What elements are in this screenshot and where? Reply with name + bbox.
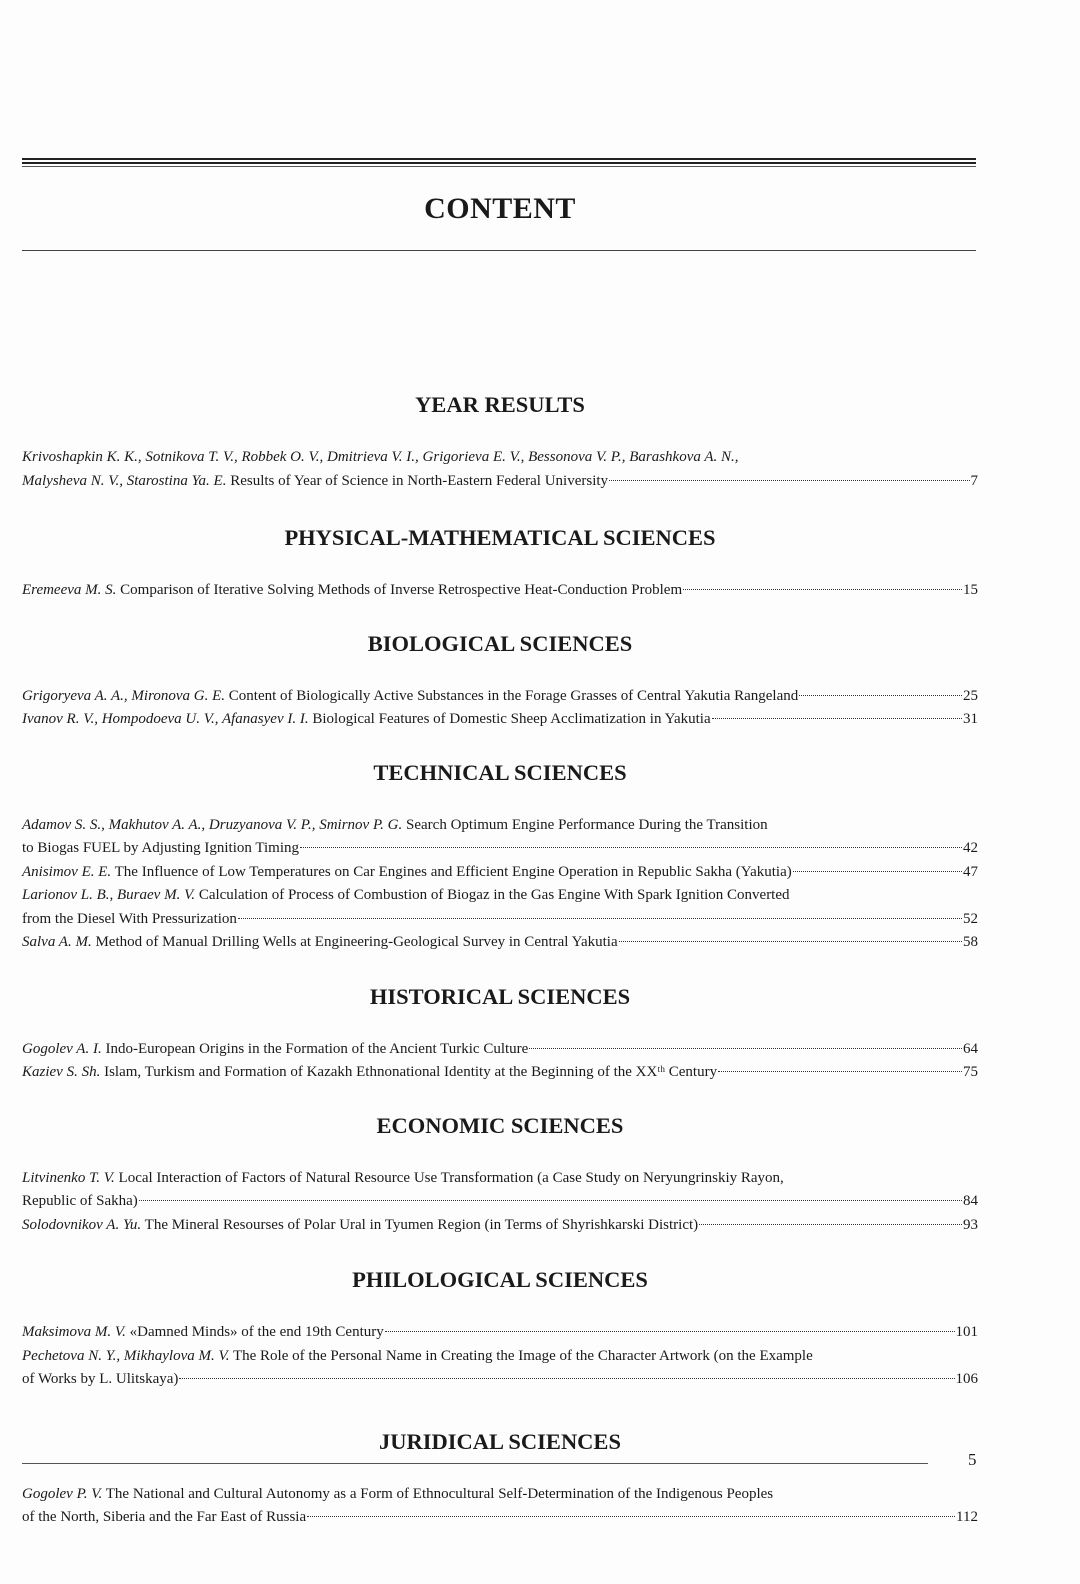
- section-heading: HISTORICAL SCIENCES: [369, 983, 631, 1009]
- header-rule: [22, 166, 976, 167]
- entry-title: Indo-European Origins in the Formation of the Ancient Turkic Culture: [105, 1040, 529, 1057]
- dot-leader: [712, 718, 962, 719]
- section-entries: [22, 1038, 978, 1085]
- dot-leader: [300, 847, 962, 848]
- section-entries: [22, 685, 978, 732]
- entry-text: [22, 1368, 178, 1392]
- toc-entry[interactable]: [22, 884, 978, 931]
- entry-first-line: [22, 814, 978, 838]
- toc-entry[interactable]: [22, 1038, 978, 1062]
- entry-last-line: [22, 1321, 978, 1345]
- entry-title: The Mineral Resourses of Polar Ural in Tyumen Region (in Terms of Shyrishkarski District): [144, 1216, 699, 1233]
- entry-last-line: [22, 470, 978, 494]
- entry-page-number: 25: [963, 687, 978, 704]
- section-entries: [22, 1483, 978, 1530]
- toc-entry[interactable]: [22, 1167, 978, 1214]
- entry-authors: Maksimova M. V.: [22, 1324, 126, 1340]
- entry-last-line: [22, 837, 978, 861]
- entry-title-continued: of Works by L. Ulitskaya): [22, 1371, 179, 1387]
- toc-entry[interactable]: [22, 1483, 978, 1530]
- entry-last-line: [22, 1506, 978, 1530]
- entry-title: The Influence of Low Temperatures on Car Engines and Efficient Engine Operation in Republic Sakha (Yakutia): [114, 863, 792, 880]
- toc-entry[interactable]: [22, 1214, 978, 1238]
- entry-text: [22, 1506, 306, 1530]
- dot-leader: [718, 1071, 962, 1072]
- section-entries: [22, 446, 978, 493]
- entry-text: [22, 908, 237, 932]
- entry-page-number: 75: [963, 1064, 978, 1080]
- dot-leader: [609, 480, 969, 481]
- entry-last-line: [22, 1190, 978, 1214]
- dot-leader: [385, 1331, 955, 1332]
- entry-text: [22, 579, 682, 603]
- entry-page-number: 31: [963, 711, 978, 727]
- section-entries: [22, 1321, 978, 1392]
- entry-title-continued: Republic of Sakha): [22, 1193, 138, 1209]
- dot-leader: [139, 1200, 962, 1201]
- entry-page-number: 106: [955, 1371, 978, 1387]
- section-heading: JURIDICAL SCIENCES: [379, 1428, 621, 1454]
- section-entries: [22, 1167, 978, 1238]
- dot-leader: [179, 1378, 954, 1379]
- entry-authors: Solodovnikov A. Yu.: [22, 1216, 142, 1233]
- entry-page-number: 7: [970, 472, 978, 489]
- entry-text: [22, 1061, 717, 1085]
- toc-entry[interactable]: [22, 446, 978, 493]
- entry-last-line: [22, 861, 978, 885]
- entry-authors: Grigoryeva A. A., Mironova G. E.: [22, 687, 226, 704]
- entry-title: «Damned Minds» of the end 19th Century: [129, 1324, 384, 1340]
- entry-page-number: 101: [955, 1324, 978, 1340]
- entry-title: Calculation of Process of Combustion of Biogaz in the Gas Engine With Spark Ignition Converted: [198, 887, 790, 903]
- entry-last-line: [22, 1368, 978, 1392]
- toc-entry[interactable]: [22, 814, 978, 861]
- entry-title-continued: from the Diesel With Pressurization: [22, 910, 237, 927]
- entry-authors: Salva A. M.: [22, 934, 92, 950]
- entry-text: [22, 1190, 138, 1214]
- entry-authors: Anisimov E. E.: [22, 863, 112, 880]
- entry-title: Comparison of Iterative Solving Methods of Inverse Retrospective Heat-Conduction Problem: [120, 582, 683, 598]
- entry-first-line: [22, 1167, 978, 1191]
- toc-entry[interactable]: [22, 579, 978, 603]
- entry-first-line: [22, 884, 978, 908]
- entry-title: The National and Cultural Autonomy as a Form of Ethnocultural Self-Determination of the Indigenous Peoples: [105, 1485, 774, 1502]
- entry-first-line: [22, 1483, 978, 1507]
- entry-page-number: 42: [963, 840, 978, 856]
- toc-entry[interactable]: [22, 1321, 978, 1345]
- entry-last-line: [22, 579, 978, 603]
- entry-title: Local Interaction of Factors of Natural Resource Use Transformation (a Case Study on Neryungrinskiy Rayon,: [118, 1169, 784, 1186]
- entry-page-number: 47: [963, 863, 978, 880]
- entry-title-continued: of the North, Siberia and the Far East of Russia: [22, 1509, 307, 1525]
- entry-authors: Ivanov R. V., Hompodoeva U. V., Afanasyev I. I.: [22, 711, 309, 727]
- section-entries: [22, 579, 978, 603]
- entry-title: Islam, Turkism and Formation of Kazakh Ethnonational Identity at the Beginning of the XXᵗʰ Century: [104, 1064, 718, 1080]
- entry-authors: Malysheva N. V., Starostina Ya. E.: [22, 472, 227, 489]
- section-heading: TECHNICAL SCIENCES: [373, 759, 627, 785]
- entry-text: [22, 1321, 384, 1345]
- entry-text: [22, 1038, 528, 1062]
- entry-text: [22, 861, 792, 885]
- entry-title: Search Optimum Engine Performance During the Transition: [406, 816, 768, 833]
- toc-entry[interactable]: [22, 708, 978, 732]
- entry-authors: Adamov S. S., Makhutov A. A., Druzyanova V. P., Smirnov P. G.: [22, 816, 403, 833]
- toc-entry[interactable]: [22, 1345, 978, 1392]
- entry-authors: Gogolev P. V.: [22, 1485, 103, 1502]
- dot-leader: [238, 918, 962, 919]
- entry-authors: Pechetova N. Y., Mikhaylova M. V.: [22, 1347, 230, 1364]
- entry-text: [22, 931, 618, 955]
- entry-authors: Kaziev S. Sh.: [22, 1064, 101, 1080]
- dot-leader: [799, 695, 962, 696]
- entry-authors: Larionov L. B., Buraev M. V.: [22, 887, 196, 903]
- toc-entry[interactable]: [22, 861, 978, 885]
- table-of-contents: [22, 364, 978, 1530]
- entry-text: [22, 708, 711, 732]
- dot-leader: [529, 1048, 962, 1049]
- entry-text: [22, 1214, 698, 1238]
- entry-page-number: 64: [963, 1040, 978, 1057]
- section-heading: PHYSICAL-MATHEMATICAL SCIENCES: [284, 525, 716, 550]
- dot-leader: [307, 1516, 955, 1517]
- title-rule: [22, 250, 976, 251]
- footer-rule: [22, 1463, 928, 1464]
- section-heading: ECONOMIC SCIENCES: [376, 1112, 624, 1138]
- entry-title: Method of Manual Drilling Wells at Engineering-Geological Survey in Central Yakutia: [95, 934, 618, 950]
- entry-authors: Litvinenko T. V.: [22, 1169, 115, 1186]
- entry-authors: Gogolev A. I.: [22, 1040, 102, 1057]
- toc-entry[interactable]: [22, 931, 978, 955]
- entry-last-line: [22, 708, 978, 732]
- entry-last-line: [22, 908, 978, 932]
- dot-leader: [793, 871, 962, 872]
- entry-title: Results of Year of Science in North-Eastern Federal University: [230, 472, 609, 489]
- dot-leader: [683, 589, 962, 590]
- section-heading: PHILOLOGICAL SCIENCES: [352, 1267, 648, 1292]
- entry-page-number: 93: [963, 1216, 978, 1233]
- toc-entry[interactable]: [22, 1061, 978, 1085]
- entry-last-line: [22, 685, 978, 709]
- section-entries: [22, 814, 978, 955]
- section-heading: YEAR RESULTS: [415, 392, 585, 417]
- entry-text: [22, 837, 299, 861]
- section-heading: BIOLOGICAL SCIENCES: [367, 630, 633, 656]
- page-title: CONTENT: [424, 192, 576, 225]
- header-rule: [22, 162, 976, 164]
- entry-title: Biological Features of Domestic Sheep Acclimatization in Yakutia: [312, 711, 711, 727]
- entry-authors: Eremeeva M. S.: [22, 582, 117, 598]
- entry-last-line: [22, 1038, 978, 1062]
- entry-authors: Krivoshapkin K. K., Sotnikova T. V., Robbek O. V., Dmitrieva V. I., Grigorieva E. V., Bessonova V. P., Barashkova A. N.,: [22, 449, 739, 465]
- entry-title: Content of Biologically Active Substances in the Forage Grasses of Central Yakutia Rangeland: [228, 687, 799, 704]
- entry-last-line: [22, 931, 978, 955]
- entry-title-continued: to Biogas FUEL by Adjusting Ignition Timing: [22, 840, 299, 856]
- page-number: 5: [968, 1450, 977, 1469]
- entry-first-line: [22, 1345, 978, 1369]
- entry-text: [22, 470, 608, 494]
- header-rule: [22, 158, 976, 160]
- entry-text: [22, 685, 798, 709]
- toc-entry[interactable]: [22, 685, 978, 709]
- dot-leader: [699, 1224, 962, 1225]
- entry-page-number: 112: [956, 1509, 978, 1525]
- entry-title: The Role of the Personal Name in Creating the Image of the Character Artwork (on the Example: [232, 1347, 813, 1364]
- entry-last-line: [22, 1061, 978, 1085]
- entry-page-number: 52: [963, 910, 978, 927]
- entry-page-number: 15: [963, 582, 978, 598]
- entry-last-line: [22, 1214, 978, 1238]
- dot-leader: [619, 941, 962, 942]
- entry-page-number: 58: [963, 934, 978, 950]
- entry-page-number: 84: [963, 1193, 978, 1209]
